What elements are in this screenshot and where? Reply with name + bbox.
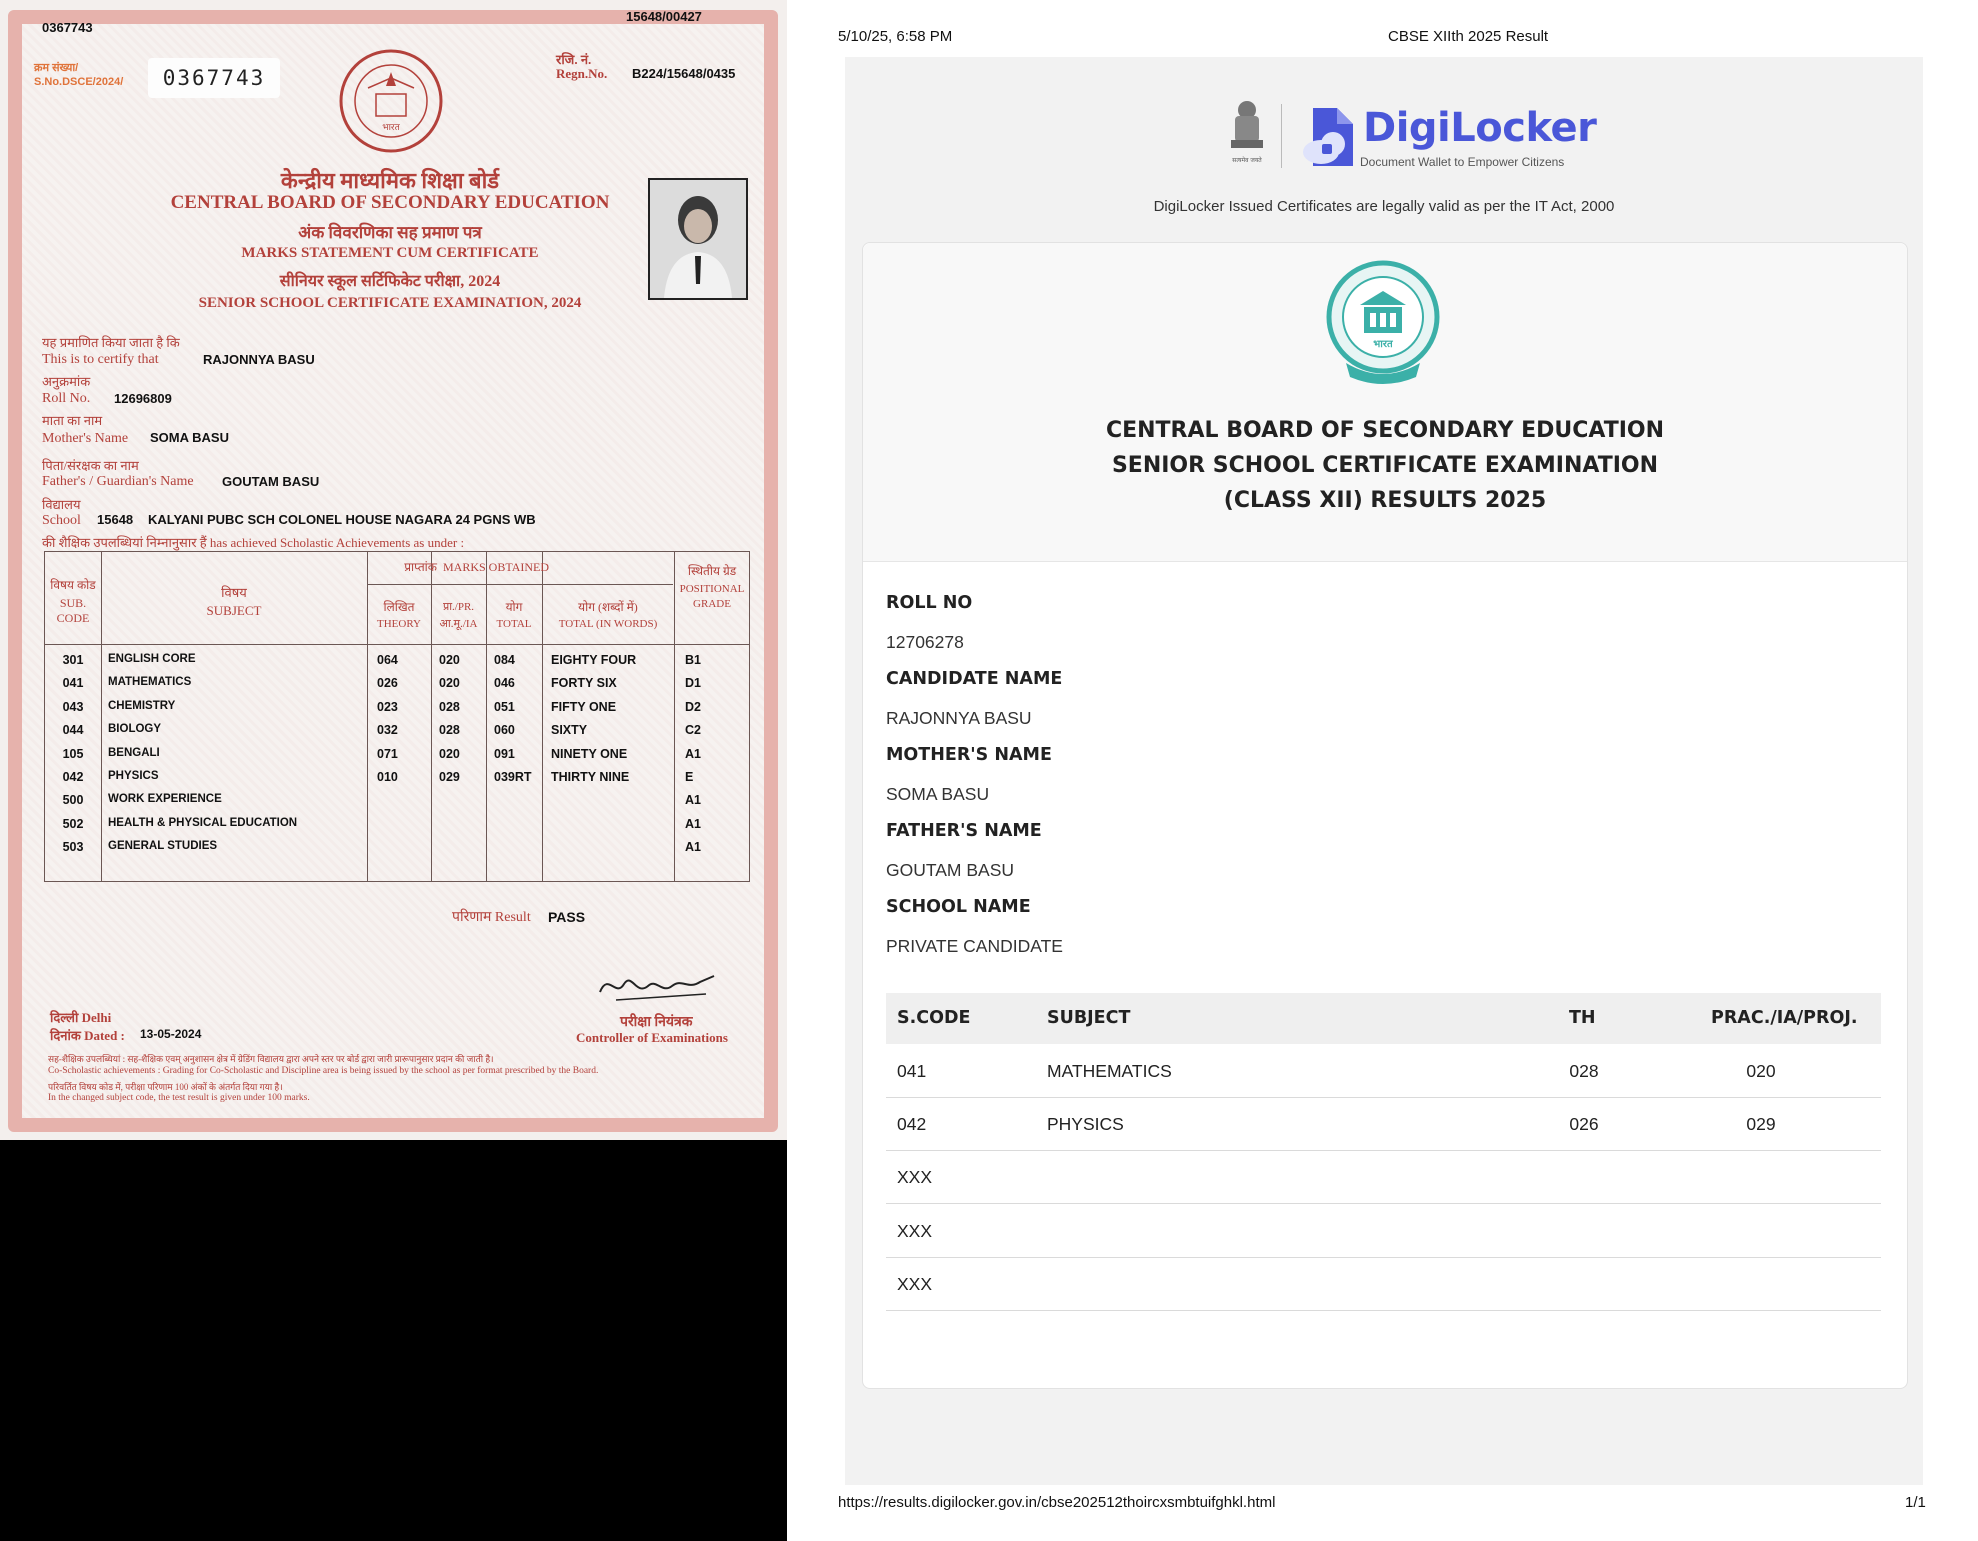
achievements-intro: की शैक्षिक उपलब्धियां निम्नानुसार हैं has achieved Scholastic Achievements as under : [42, 535, 465, 550]
th-marks-en: MARKS OBTAINED [443, 560, 550, 574]
row-subject-cell: MATHEMATICS [1047, 1061, 1172, 1081]
cert-grade-cell: A1 [685, 816, 701, 831]
document-title-hindi: अंक विवरणिका सह प्रमाण पत्र [298, 223, 482, 242]
board-name-english: CENTRAL BOARD OF SECONDARY EDUCATION [170, 192, 610, 213]
row-code-cell: 041 [897, 1061, 927, 1081]
father-english: Father's / Guardian's Name [42, 474, 194, 489]
row-prac-cell: 029 [1746, 1114, 1776, 1135]
certificate-father-name: GOUTAM BASU [222, 474, 320, 489]
certificate-candidate-name: RAJONNYA BASU [203, 352, 315, 367]
row-code-cell: XXX [897, 1220, 933, 1241]
cert-words-cell: NINETY ONE [551, 746, 628, 761]
cert-pr-cell: 020 [439, 746, 460, 761]
father-name-value: GOUTAM BASU [886, 860, 1015, 880]
cert-total-cell: 039RT [494, 770, 532, 784]
cert-pr-cell: 020 [439, 676, 460, 691]
cert-subject-cell: GENERAL STUDIES [108, 840, 218, 853]
cert-theory-cell: 032 [377, 723, 398, 738]
cert-pr-cell: 020 [439, 653, 460, 667]
school-english: School [42, 513, 81, 528]
regn-hi-label: रजि. नं. [556, 52, 592, 67]
th-words-en: TOTAL (IN WORDS) [558, 618, 658, 630]
th-subject-en: SUBJECT [206, 603, 262, 618]
cert-subject-cell: WORK EXPERIENCE [108, 793, 222, 806]
print-datetime: 5/10/25, 6:58 PM [838, 28, 953, 45]
table-row [886, 1097, 1881, 1151]
emblem-caption: सत्यमेव जयते [1232, 157, 1262, 164]
table-row [886, 1257, 1881, 1311]
cert-grade-cell: B1 [685, 653, 701, 667]
cert-subject-cell: MATHEMATICS [108, 676, 192, 689]
col-th: TH [1569, 1008, 1596, 1028]
certify-hindi: यह प्रमाणित किया जाता है कि [42, 335, 180, 350]
roll-no-label: ROLL NO [886, 593, 973, 613]
th-pr-hi: प्रा./PR. [442, 601, 475, 613]
regn-number: B224/15648/0435 [632, 66, 736, 81]
cert-code-cell: 043 [62, 699, 84, 714]
footnote-2: Co-Scholastic achievements : Grading for Co-Scholastic and Discipline area is being issued by the school as per format prescribed by the Board. [48, 1066, 599, 1076]
row-code-cell: XXX [897, 1167, 933, 1188]
cert-words-cell: THIRTY NINE [551, 770, 630, 784]
roll-no-value: 12706278 [886, 632, 964, 652]
cert-subject-cell: BIOLOGY [108, 723, 162, 736]
footnote-1: सह-शैक्षिक उपलब्धियां : सह-शैक्षिक एवम् अनुशासन क्षेत्र में ग्रेडिंग विद्यालय द्वारा अपने स्तर पर बोर्ड द्वारा जारी प्रारूपानुसार प्रदान की जाती है। [48, 1054, 494, 1064]
col-scode: S.CODE [897, 1008, 971, 1028]
certificate-mother-name: SOMA BASU [150, 430, 229, 445]
cert-code-cell: 500 [62, 793, 84, 808]
roll-english: Roll No. [42, 391, 91, 406]
cert-total-cell: 091 [494, 746, 515, 761]
cert-grade-cell: A1 [685, 793, 701, 808]
subject-table-header [886, 993, 1881, 1044]
exam-name-english: SENIOR SCHOOL CERTIFICATE EXAMINATION, 2024 [198, 295, 582, 311]
national-emblem-icon [1224, 98, 1270, 168]
roll-hindi: अनुक्रमांक [42, 374, 91, 389]
col-prac: PRAC./IA/PROJ. [1711, 1008, 1858, 1028]
document-title-english: MARKS STATEMENT CUM CERTIFICATE [241, 245, 539, 261]
controller-signature-icon [596, 968, 720, 1008]
cert-words-cell: FORTY SIX [551, 676, 617, 691]
table-row [886, 1044, 1881, 1098]
cert-words-cell: FIFTY ONE [551, 699, 617, 714]
digilocker-brand: DigiLocker [1363, 105, 1597, 151]
result-title-line-1: CENTRAL BOARD OF SECONDARY EDUCATION [1105, 418, 1665, 443]
cert-total-cell: 051 [494, 699, 515, 714]
serial-top: 0367743 [42, 20, 93, 35]
dated-label: दिनांक Dated : [50, 1028, 125, 1043]
cert-theory-cell: 023 [377, 699, 398, 714]
th-subject-hi: विषय [221, 585, 247, 600]
cbse-seal-icon [338, 48, 444, 154]
cert-theory-cell: 064 [377, 653, 398, 667]
cert-grade-cell: D1 [685, 676, 701, 691]
digilocker-logo-icon [1299, 104, 1359, 170]
serial-number-box: 0367743 [148, 58, 280, 98]
serial-en-label: S.No.DSCE/2024/ [34, 76, 124, 88]
th-code-hi: विषय कोड [50, 578, 96, 592]
th-code-en: SUB. CODE [56, 596, 90, 625]
result-label: परिणाम Result [452, 910, 531, 925]
print-page-count: 1/1 [1905, 1494, 1926, 1511]
cert-code-cell: 041 [62, 676, 84, 691]
mother-name-value: SOMA BASU [886, 784, 990, 804]
th-grade-hi: स्थितीय ग्रेड [687, 564, 737, 578]
cert-pr-cell: 028 [439, 699, 460, 714]
cert-seal-caption: भारत [382, 123, 400, 133]
print-page-title: CBSE XIIth 2025 Result [1388, 28, 1549, 45]
print-url: https://results.digilocker.gov.in/cbse202512thoircxsmbtuifghkl.html [838, 1494, 1276, 1511]
cert-grade-cell: E [685, 770, 694, 784]
father-hindi: पिता/संरक्षक का नाम [42, 458, 139, 473]
th-total-hi: योग [505, 600, 523, 614]
cert-grade-cell: A1 [685, 840, 701, 855]
cbse-logo-icon [1324, 259, 1442, 387]
mother-hindi: माता का नाम [42, 413, 103, 428]
exam-name-hindi: सीनियर स्कूल सर्टिफिकेट परीक्षा, 2024 [279, 273, 501, 290]
brand-divider [1281, 104, 1282, 168]
certificate-result: PASS [548, 909, 586, 925]
cert-pr-cell: 029 [439, 770, 460, 784]
cert-words-cell: SIXTY [551, 723, 588, 738]
candidate-photo [648, 178, 748, 300]
legal-validity-note: DigiLocker Issued Certificates are legally valid as per the IT Act, 2000 [1153, 198, 1615, 215]
marks-table [44, 551, 750, 882]
cert-total-cell: 046 [494, 676, 515, 691]
cert-code-cell: 503 [62, 840, 84, 855]
cert-subject-cell: ENGLISH CORE [108, 653, 196, 665]
th-theory-en: THEORY [377, 618, 421, 630]
col-subject: SUBJECT [1047, 1008, 1131, 1028]
th-total-en: TOTAL [496, 618, 532, 630]
controller-english: Controller of Examinations [576, 1030, 728, 1045]
row-prac-cell: 020 [1746, 1061, 1776, 1081]
cert-code-cell: 042 [62, 770, 84, 784]
th-marks-hi: प्राप्तांक [404, 560, 437, 574]
table-row [886, 1150, 1881, 1204]
regn-en-label: Regn.No. [556, 66, 608, 81]
th-theory-hi: लिखित [383, 600, 415, 614]
certificate-date: 13-05-2024 [140, 1027, 202, 1041]
controller-hindi: परीक्षा नियंत्रक [620, 1015, 693, 1030]
result-title-line-3: (CLASS XII) RESULTS 2025 [1223, 488, 1547, 513]
cert-grade-cell: A1 [685, 746, 701, 761]
candidate-name-label: CANDIDATE NAME [886, 669, 1063, 689]
cert-words-cell: EIGHTY FOUR [551, 653, 637, 667]
cert-pr-cell: 028 [439, 723, 460, 738]
result-card-header [863, 243, 1907, 562]
th-words-hi: योग (शब्दों में) [578, 600, 638, 614]
certificate-school-name: KALYANI PUBC SCH COLONEL HOUSE NAGARA 24 PGNS WB [148, 512, 536, 527]
cert-theory-cell: 071 [377, 746, 398, 761]
cert-total-cell: 084 [494, 653, 515, 667]
school-name-label: SCHOOL NAME [886, 897, 1031, 917]
th-pr-en: आ.मू./IA [439, 618, 478, 630]
row-code-cell: XXX [897, 1273, 933, 1294]
certify-english: This is to certify that [42, 352, 159, 367]
mother-english: Mother's Name [42, 431, 129, 446]
row-subject-cell: PHYSICS [1047, 1114, 1124, 1135]
cert-code-cell: 301 [62, 653, 84, 667]
cert-code-cell: 502 [62, 816, 84, 831]
board-name-hindi: केन्द्रीय माध्यमिक शिक्षा बोर्ड [280, 168, 500, 193]
row-code-cell: 042 [897, 1114, 927, 1135]
cert-subject-cell: PHYSICS [108, 770, 159, 782]
regn-top: 15648/00427 [626, 9, 702, 24]
cert-grade-cell: C2 [685, 723, 701, 738]
cert-theory-cell: 026 [377, 676, 398, 691]
cert-subject-cell: BENGALI [108, 746, 160, 759]
th-grade-en: POSITIONAL GRADE [679, 583, 745, 610]
cert-code-cell: 044 [62, 723, 84, 738]
cert-grade-cell: D2 [685, 699, 701, 714]
school-name-value: PRIVATE CANDIDATE [886, 936, 1063, 956]
cert-subject-cell: HEALTH & PHYSICAL EDUCATION [108, 816, 298, 829]
row-th-cell: 026 [1569, 1114, 1599, 1135]
father-name-label: FATHER'S NAME [886, 821, 1042, 841]
marks-certificate-scan [0, 0, 787, 1140]
cbse-seal-caption: भारत [1373, 339, 1393, 350]
footnote-4: In the changed subject code, the test result is given under 100 marks. [48, 1093, 310, 1103]
candidate-name-value: RAJONNYA BASU [886, 708, 1032, 728]
row-th-cell: 028 [1569, 1061, 1599, 1081]
school-hindi: विद्यालय [42, 497, 81, 512]
digilocker-tagline: Document Wallet to Empower Citizens [1360, 155, 1565, 169]
cert-theory-cell: 010 [377, 770, 398, 784]
mother-name-label: MOTHER'S NAME [886, 745, 1052, 765]
footnote-3: परिवर्तित विषय कोड में, परीक्षा परिणाम 100 अंकों के अंतर्गत दिया गया है। [48, 1082, 283, 1092]
certificate-roll-number: 12696809 [114, 391, 172, 406]
result-title-line-2: SENIOR SCHOOL CERTIFICATE EXAMINATION [1111, 453, 1659, 478]
table-row [886, 1204, 1881, 1258]
cert-subject-cell: CHEMISTRY [108, 699, 176, 712]
serial-hi-label: क्रम संख्या/ [34, 62, 79, 74]
cert-code-cell: 105 [62, 746, 84, 761]
certificate-school-code: 15648 [97, 512, 134, 527]
issue-place: दिल्ली Delhi [50, 1010, 112, 1025]
cert-total-cell: 060 [494, 723, 515, 738]
